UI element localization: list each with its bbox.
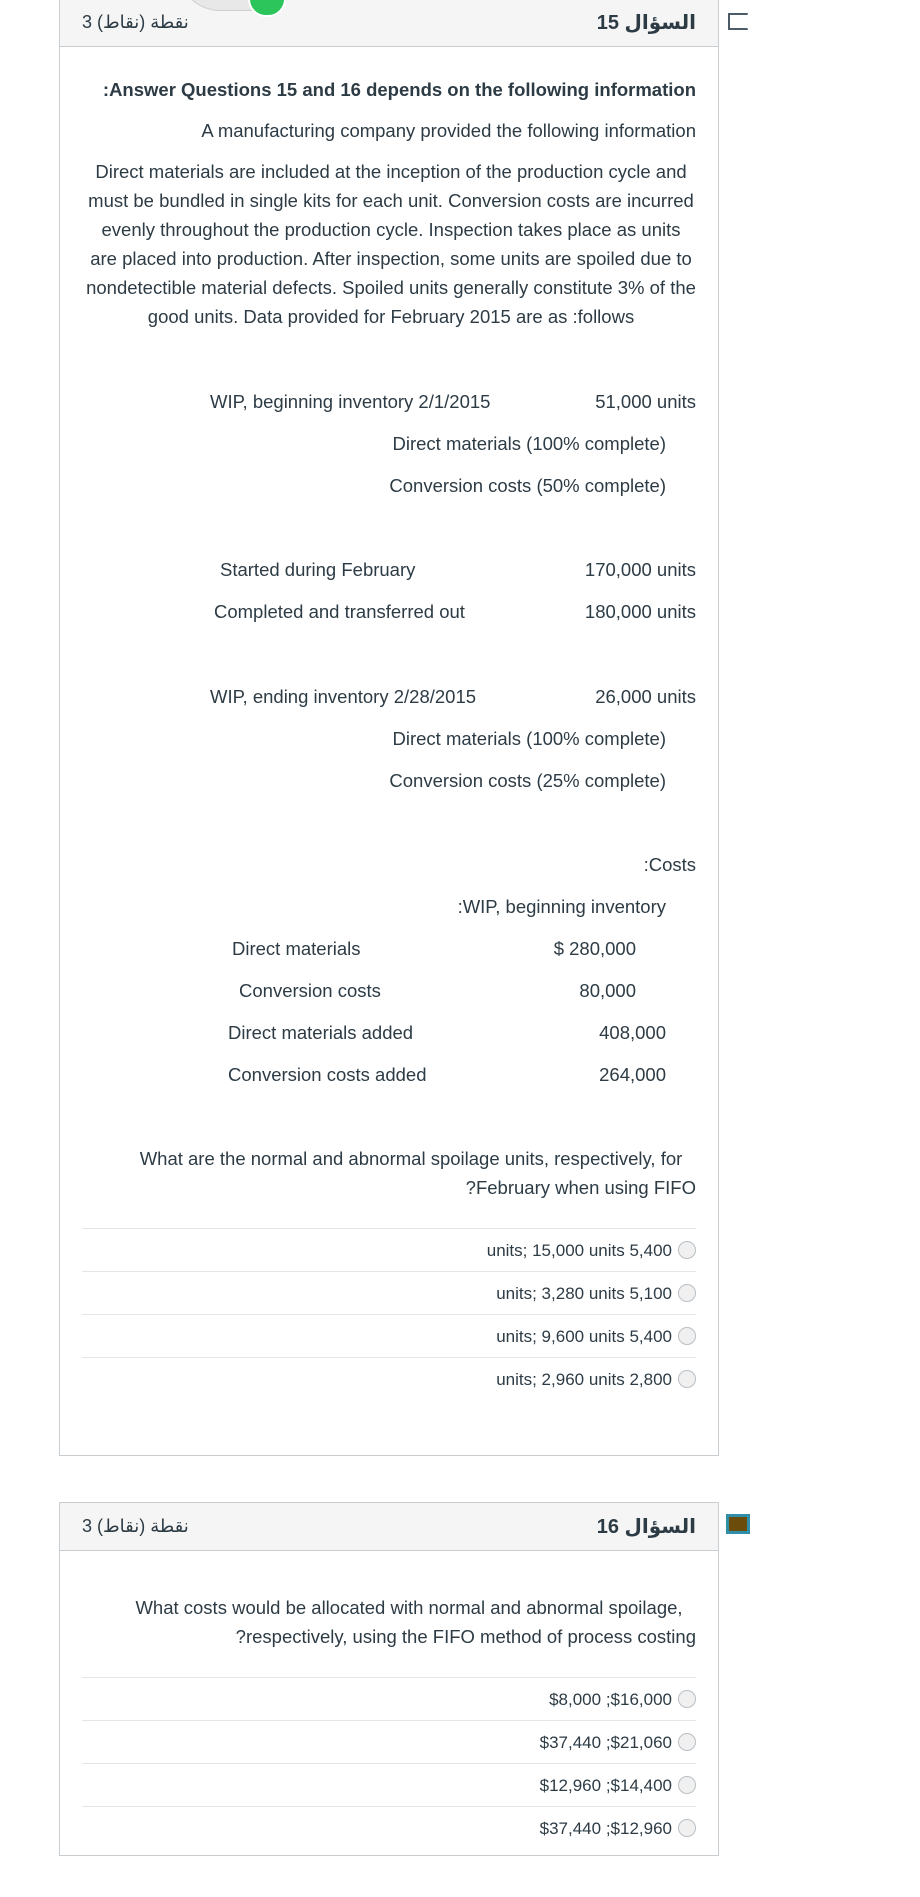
costs-label: :Costs bbox=[643, 854, 696, 875]
radio-button[interactable] bbox=[678, 1370, 696, 1388]
radio-button[interactable] bbox=[678, 1819, 696, 1837]
started-units: 170,000 units bbox=[584, 559, 696, 580]
answer-label: units; 2,960 units 2,800 bbox=[496, 1369, 672, 1389]
answer-option[interactable] bbox=[82, 1228, 696, 1271]
question-16-card bbox=[59, 1502, 719, 1856]
wip-end-label: WIP, ending inventory 2/28/2015 bbox=[210, 686, 477, 707]
answer-list bbox=[82, 1228, 696, 1400]
answer-list bbox=[82, 1677, 696, 1849]
cc-added-label: Conversion costs added bbox=[228, 1064, 427, 1085]
answer-option[interactable] bbox=[82, 1314, 696, 1357]
dm-added-value: 408,000 bbox=[599, 1022, 666, 1043]
question-points: 3 نقطة (نقاط) bbox=[82, 12, 189, 32]
answer-label: units; 3,280 units 5,100 bbox=[496, 1283, 672, 1303]
wip-end-units: 26,000 units bbox=[595, 686, 696, 707]
dm-added-row bbox=[82, 1018, 696, 1047]
wip-end-dm: Direct materials (100% complete) bbox=[392, 728, 666, 749]
radio-button[interactable] bbox=[678, 1733, 696, 1751]
wip-end-row bbox=[82, 682, 696, 711]
cc-value: 80,000 bbox=[579, 980, 636, 1001]
wip-begin-cc: Conversion costs (50% complete) bbox=[389, 475, 666, 496]
radio-button[interactable] bbox=[678, 1284, 696, 1302]
completed-row bbox=[82, 597, 696, 626]
question-title: السؤال 15 bbox=[596, 12, 696, 34]
answer-option[interactable] bbox=[82, 1677, 696, 1720]
answer-label: $37,440 ;$12,960 bbox=[539, 1818, 672, 1838]
answer-option[interactable] bbox=[82, 1357, 696, 1400]
answer-label: units; 9,600 units 5,400 bbox=[496, 1326, 672, 1346]
answer-option[interactable] bbox=[82, 1763, 696, 1806]
cc-cost-row bbox=[82, 976, 696, 1005]
question-text-line2: ?February when using FIFO bbox=[465, 1177, 696, 1198]
started-row bbox=[82, 555, 696, 584]
dm-value: $ 280,000 bbox=[553, 938, 636, 959]
answer-option[interactable] bbox=[82, 1271, 696, 1314]
cc-label: Conversion costs bbox=[239, 980, 381, 1001]
info-intro: A manufacturing company provided the following information bbox=[201, 120, 696, 141]
question-text-line1: What are the normal and abnormal spoilage units, respectively, for bbox=[139, 1148, 683, 1169]
question-header bbox=[60, 1503, 718, 1551]
answer-label: $8,000 ;$16,000 bbox=[549, 1689, 672, 1709]
cc-added-row bbox=[82, 1060, 696, 1089]
question-points: 3 نقطة (نقاط) bbox=[82, 1516, 189, 1536]
question-title: السؤال 16 bbox=[596, 1516, 696, 1538]
dm-cost-row bbox=[82, 934, 696, 963]
cc-added-value: 264,000 bbox=[599, 1064, 666, 1085]
radio-button[interactable] bbox=[678, 1776, 696, 1794]
answer-option[interactable] bbox=[82, 1806, 696, 1849]
flag-question-icon[interactable] bbox=[726, 1514, 750, 1534]
radio-button[interactable] bbox=[678, 1690, 696, 1708]
wip-begin-row bbox=[82, 387, 696, 416]
started-label: Started during February bbox=[220, 559, 416, 580]
completed-units: 180,000 units bbox=[584, 601, 696, 622]
answer-option[interactable] bbox=[82, 1720, 696, 1763]
wip-end-cc: Conversion costs (25% complete) bbox=[389, 770, 666, 791]
dm-label: Direct materials bbox=[232, 938, 361, 959]
answer-label: $37,440 ;$21,060 bbox=[539, 1732, 672, 1752]
answer-label: units; 15,000 units 5,400 bbox=[486, 1240, 672, 1260]
flag-question-icon[interactable] bbox=[728, 13, 748, 30]
answer-label: $12,960 ;$14,400 bbox=[539, 1775, 672, 1795]
info-heading: :Answer Questions 15 and 16 depends on the following information bbox=[102, 79, 696, 100]
question-text-line2: ?respectively, using the FIFO method of process costing bbox=[235, 1626, 696, 1647]
wip-begin-dm: Direct materials (100% complete) bbox=[392, 433, 666, 454]
info-paragraph: Direct materials are included at the inception of the production cycle and must be bundled in single kits for each unit. Conversion costs are incurred evenly throughout the production cycle. Inspection takes place as units are placed into production. After inspection, some units are spoiled due to nondetectible material defects. Spoiled units generally constitute 3% of the good units. Data provided for February 2015 are as :follows bbox=[86, 161, 696, 327]
wip-begin-label: WIP, beginning inventory 2/1/2015 bbox=[210, 391, 491, 412]
question-header bbox=[60, 0, 718, 47]
dm-added-label: Direct materials added bbox=[228, 1022, 414, 1043]
radio-button[interactable] bbox=[678, 1327, 696, 1345]
wip-begin-units: 51,000 units bbox=[595, 391, 696, 412]
question-15-card bbox=[59, 0, 719, 1456]
completed-label: Completed and transferred out bbox=[214, 601, 465, 622]
radio-button[interactable] bbox=[678, 1241, 696, 1259]
wip-begin-costs-label: :WIP, beginning inventory bbox=[457, 896, 666, 917]
question-text-line1: What costs would be allocated with normal and abnormal spoilage, bbox=[135, 1597, 683, 1618]
